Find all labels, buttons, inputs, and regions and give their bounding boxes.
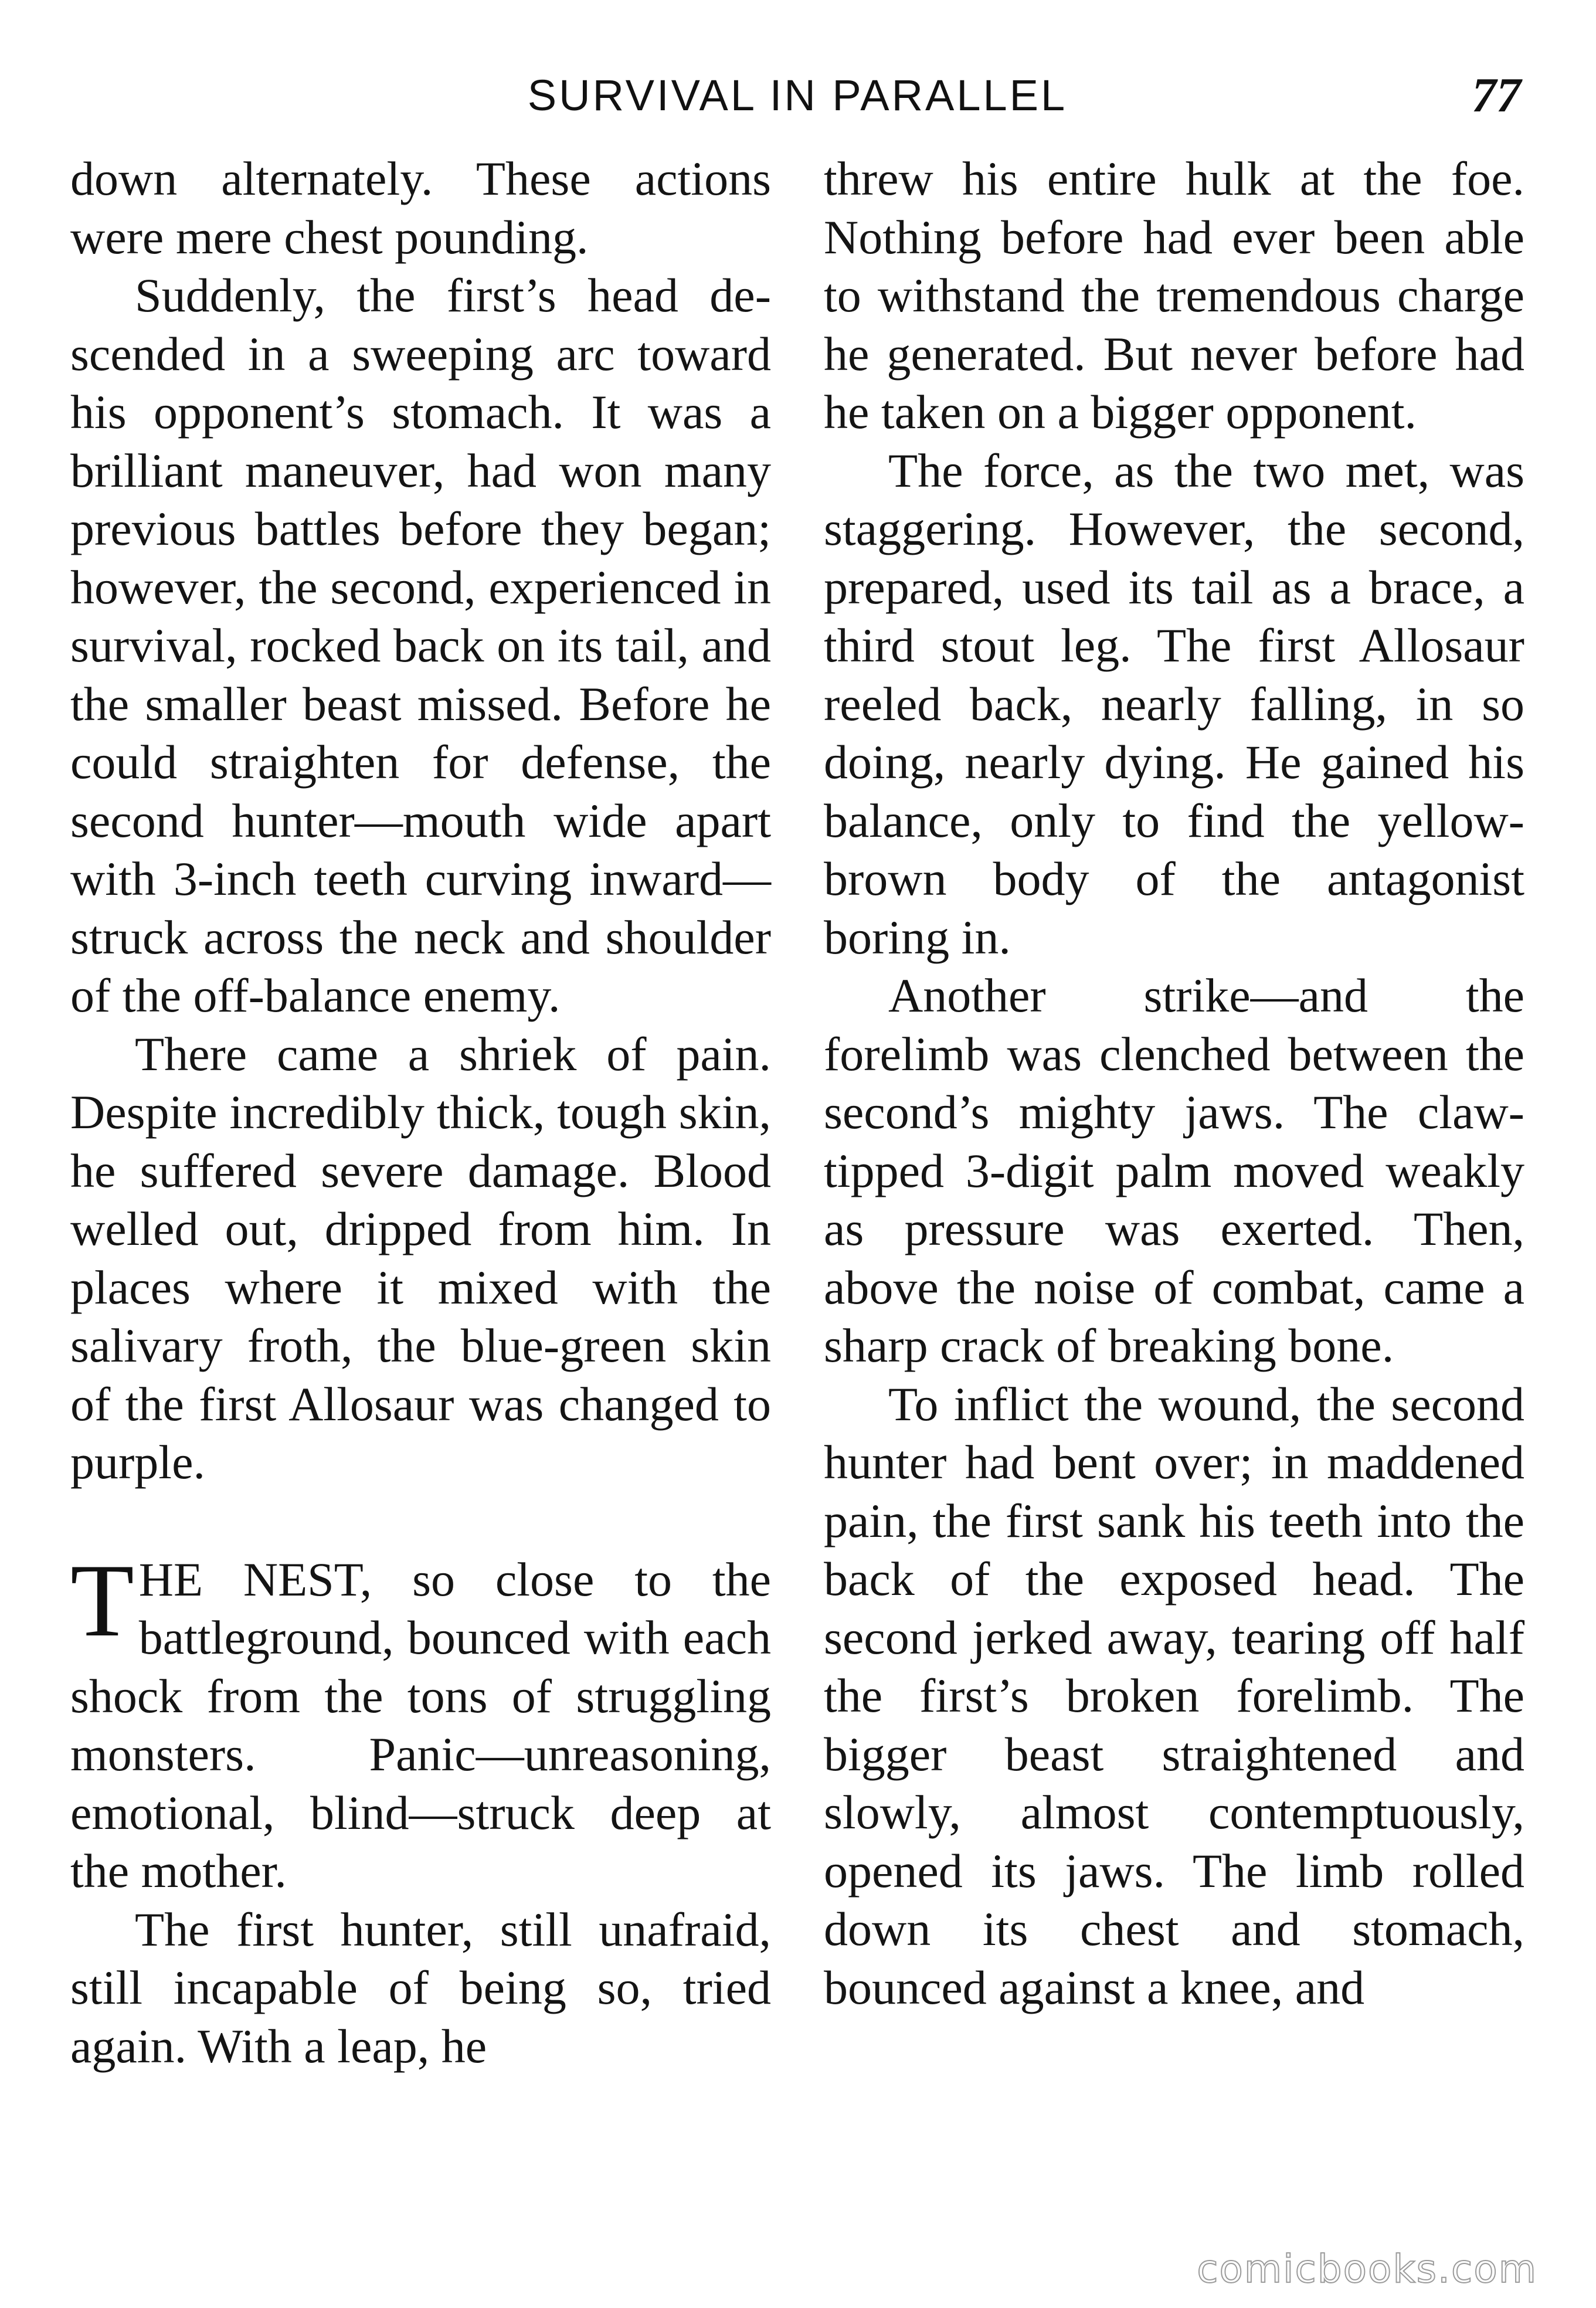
drop-cap: T bbox=[70, 1542, 134, 1658]
paragraph: Suddenly, the first’s head descended in a sweeping arc toward his opponent’s stomach. It was a brilliant maneuver, had won many previous battles before they began; however, the second, experienced in survival, rocked back on its tail, and the smaller beast missed. Before he could straighten for defense, the second hunter—mouth wide apart with 3-inch teeth curving inward—struck across the neck and shoulder of the off-balance enemy. bbox=[70, 269, 771, 1022]
paragraph: There came a shriek of pain. Despite incredibly thick, tough skin, he suffered severe damage. Blood welled out, dripped from him. In places where it mixed with the salivary froth, the blue-green skin of the first Allosaur was changed to purple. bbox=[70, 1027, 771, 1489]
left-column bbox=[70, 150, 771, 2075]
paragraph: The first hunter, still unafraid, still incapable of being so, tried again. With a leap, he bbox=[70, 1902, 771, 2073]
paragraph: To inflict the wound, the second hunter had bent over; in maddened pain, the first sank his teeth into the back of the exposed head. The second jerked away, tearing off half the first’s broken forelimb. The bigger beast straightened and slowly, almost contemptuously, opened its jaws. The limb rolled down its chest and stomach, bounced against a knee, and bbox=[824, 1377, 1524, 2014]
section-opening-paragraph bbox=[70, 1542, 771, 1900]
paragraph-text: HE NEST, so close to the battleground, bounced with each shock from the tons of struggling monsters. Panic—unreasoning, emotional, blind—struck deep at the mother. bbox=[70, 1552, 771, 1898]
paragraph: Another strike—and the forelimb was clenched between the second’s mighty jaws. The claw-tipped 3-digit palm moved weakly as pressure was exerted. Then, above the noise of combat, came a sharp crack of breaking bone. bbox=[824, 969, 1524, 1372]
section-break bbox=[70, 1492, 771, 1550]
paragraph-continued: down alternately. These actions were mere chest pounding. bbox=[70, 152, 771, 264]
right-column bbox=[824, 150, 1524, 2017]
watermark: comicbooks.com bbox=[1197, 2246, 1537, 2292]
paragraph-continued: threw his entire hulk at the foe. Nothing before had ever been able to withstand the tremendous charge he generated. But never before had he taken on a bigger opponent. bbox=[824, 152, 1524, 439]
paragraph: The force, as the two met, was staggering. However, the second, prepared, used its tail as a brace, a third stout leg. The first Allosaur reeled back, nearly falling, in so doing, nearly dying. He gained his balance, only to find the yellow-brown body of the antagonist boring in. bbox=[824, 443, 1524, 964]
page-number: 77 bbox=[1472, 68, 1521, 123]
running-head bbox=[0, 63, 1596, 128]
running-title: SURVIVAL IN PARALLEL bbox=[527, 71, 1068, 120]
